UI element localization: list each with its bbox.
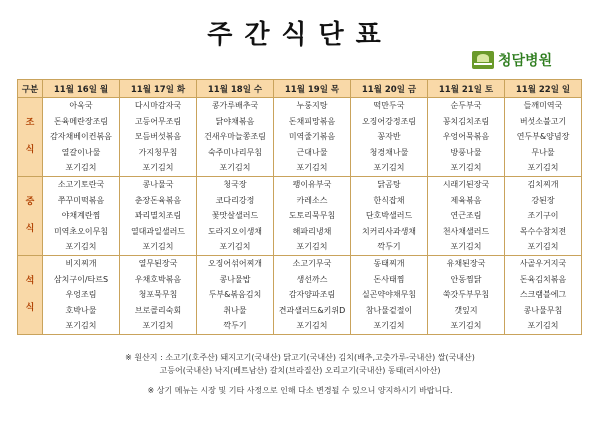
menu-item: 연두부&양념장 <box>516 132 570 142</box>
menu-item: 강된장 <box>531 195 555 205</box>
menu-item: 도라지오이생채 <box>207 226 263 236</box>
menu-item: 호박나물 <box>65 305 97 315</box>
menu-item: 포기김치 <box>527 163 559 173</box>
menu-cell <box>505 98 582 177</box>
menu-item: 감자채베이컨볶음 <box>50 132 112 142</box>
menu-item: 꽁치김치조림 <box>442 116 490 126</box>
menu-item: 닭곰탕 <box>377 179 401 189</box>
menu-cell <box>43 98 120 177</box>
menu-item: 방풍나물 <box>450 147 482 157</box>
menu-item: 도토리묵무침 <box>288 211 336 221</box>
menu-item: 오징어강정조림 <box>361 116 417 126</box>
menu-item: 춘장돈육볶음 <box>134 195 182 205</box>
menu-item: 닭야채볶음 <box>215 116 255 126</box>
menu-item: 오징어섞어찌개 <box>207 258 263 268</box>
meal-label-cell <box>18 98 43 177</box>
menu-item: 포기김치 <box>296 163 328 173</box>
header-day: 11월 22일 일 <box>505 80 582 98</box>
menu-item: 포기김치 <box>219 163 251 173</box>
header-corner: 구분 <box>18 80 43 98</box>
menu-item: 포기김치 <box>527 242 559 252</box>
menu-item: 실곤약야채무침 <box>361 290 417 300</box>
menu-item: 참나물겉절이 <box>365 305 413 315</box>
meal-label: 석식 <box>25 275 35 313</box>
weekly-menu-table <box>17 79 582 335</box>
hospital-logo <box>472 50 552 70</box>
menu-cell <box>351 98 428 177</box>
menu-item: 연근조림 <box>450 211 482 221</box>
menu-item: 견과샐러드&키위D <box>278 305 346 315</box>
menu-item: 생선까스 <box>296 274 328 284</box>
menu-item: 아욱국 <box>69 101 93 110</box>
menu-cell <box>274 255 351 334</box>
menu-cell <box>197 176 274 255</box>
menu-item: 쭈꾸미떡볶음 <box>57 195 105 205</box>
menu-item: 천사채샐러드 <box>442 226 490 236</box>
menu-item: 치커리사과생채 <box>361 226 417 236</box>
menu-item: 우엉어묵볶음 <box>442 132 490 142</box>
header-day: 11월 20일 금 <box>351 80 428 98</box>
menu-item: 해파리냉채 <box>292 226 332 236</box>
menu-item: 우채호박볶음 <box>134 274 182 284</box>
menu-cell <box>351 255 428 334</box>
meal-label: 조식 <box>25 117 35 155</box>
menu-item: 포기김치 <box>373 321 405 331</box>
menu-item: 야채계란찜 <box>61 211 101 221</box>
menu-item: 스크램블에그 <box>519 290 567 300</box>
menu-item: 제육볶음 <box>450 195 482 205</box>
menu-item: 버섯소불고기 <box>519 116 567 126</box>
menu-item: 목수수참치전 <box>519 226 567 236</box>
change-warning-note: ※ 상기 메뉴는 시장 및 기타 사정으로 인해 다소 변경될 수 있으니 양지하시기 바랍니다. <box>147 386 453 395</box>
menu-item: 포기김치 <box>296 242 328 252</box>
meal-label-cell <box>18 176 43 255</box>
header-row <box>18 80 582 98</box>
menu-item: 포기김치 <box>527 321 559 331</box>
menu-item: 포기김치 <box>219 242 251 252</box>
menu-item: 가지청무침 <box>138 147 178 157</box>
menu-item: 조기구이 <box>527 211 559 221</box>
menu-item: 카레소스 <box>296 195 328 205</box>
menu-item: 취나물 <box>223 305 247 315</box>
menu-item: 단호박샐러드 <box>365 211 413 221</box>
menu-cell <box>274 176 351 255</box>
menu-item: 브로콜리숙회 <box>134 305 182 315</box>
menu-item: 콩나물무침 <box>523 305 563 315</box>
menu-item: 꽃맛살샐러드 <box>211 211 259 221</box>
menu-item: 삼치구이/타르S <box>53 274 109 284</box>
menu-item: 들깨미역국 <box>523 101 563 110</box>
menu-cell <box>43 255 120 334</box>
menu-cell <box>505 255 582 334</box>
menu-item: 포기김치 <box>65 242 97 252</box>
menu-item: 고등어무조림 <box>134 116 182 126</box>
menu-item: 돈사태찜 <box>373 274 405 284</box>
menu-item: 건새우마늘쫑조림 <box>204 132 266 142</box>
menu-item: 동태찌개 <box>373 258 405 268</box>
menu-item: 포기김치 <box>450 321 482 331</box>
menu-item: 포기김치 <box>142 321 174 331</box>
menu-item: 청포묵무침 <box>138 290 178 300</box>
menu-item: 순두부국 <box>450 101 482 110</box>
menu-cell <box>351 176 428 255</box>
menu-item: 사골우거지국 <box>519 258 567 268</box>
page-title: 주간식단표 <box>207 20 393 50</box>
header-day: 11월 18일 수 <box>197 80 274 98</box>
menu-item: 갯잎지 <box>454 305 478 315</box>
meal-row <box>18 98 582 177</box>
menu-cell <box>120 98 197 177</box>
hospital-name: 청담병원 <box>498 53 553 69</box>
header-day: 11월 19일 목 <box>274 80 351 98</box>
menu-item: 미역줄기볶음 <box>288 132 336 142</box>
menu-item: 꽁자반 <box>377 132 401 142</box>
menu-cell <box>428 176 505 255</box>
menu-item: 돈육김치볶음 <box>519 274 567 284</box>
menu-item: 팽이유부국 <box>292 179 332 189</box>
meal-row <box>18 176 582 255</box>
menu-item: 포기김치 <box>142 163 174 173</box>
menu-item: 한식잡채 <box>373 195 405 205</box>
menu-item: 콩가루배추국 <box>211 101 259 110</box>
menu-item: 무나물 <box>531 147 555 157</box>
menu-item: 열대과일샐러드 <box>130 226 186 236</box>
menu-item: 돈채피망볶음 <box>288 116 336 126</box>
menu-item: 열갈이나물 <box>61 147 101 157</box>
menu-item: 꽈리멸치조림 <box>134 211 182 221</box>
menu-item: 열무된장국 <box>138 258 178 268</box>
menu-item: 누룽지탕 <box>296 101 328 110</box>
meal-label-cell <box>18 255 43 334</box>
menu-cell <box>120 176 197 255</box>
menu-cell <box>197 255 274 334</box>
menu-item: 소고기무국 <box>292 258 332 268</box>
footnotes <box>0 352 600 398</box>
menu-item: 우엉조림 <box>65 290 97 300</box>
menu-item: 다시마감자국 <box>134 101 182 110</box>
menu-item: 김치찌개 <box>527 179 559 189</box>
menu-item: 깍두기 <box>223 321 247 331</box>
menu-item: 콩나물밥 <box>219 274 251 284</box>
menu-item: 떡만두국 <box>373 101 405 110</box>
menu-item: 숙주미나리무침 <box>207 147 263 157</box>
menu-item: 포기김치 <box>450 242 482 252</box>
origin-note-line-2: 고등어(국내산) 낙지(베트남산) 갈치(브라질산) 오리고기(국내산) 동태(러시아산) <box>159 365 441 375</box>
menu-item: 시래기된장국 <box>442 179 490 189</box>
meal-label: 중식 <box>25 196 35 234</box>
menu-item: 포기김치 <box>142 242 174 252</box>
menu-item: 안동찜닭 <box>450 274 482 284</box>
menu-item: 포기김치 <box>373 163 405 173</box>
menu-cell <box>274 98 351 177</box>
menu-item: 포기김치 <box>296 321 328 331</box>
menu-item: 깍두기 <box>377 242 401 252</box>
menu-item: 돈육메란장조림 <box>53 116 109 126</box>
menu-item: 포기김치 <box>65 163 97 173</box>
menu-cell <box>428 98 505 177</box>
header-day: 11월 16일 월 <box>43 80 120 98</box>
header-day: 11월 21일 토 <box>428 80 505 98</box>
menu-item: 코다리강정 <box>215 195 255 205</box>
menu-cell <box>120 255 197 334</box>
menu-item: 근대나물 <box>296 147 328 157</box>
menu-item: 청국장 <box>223 179 247 189</box>
menu-item: 모듬버섯볶음 <box>134 132 182 142</box>
menu-cell <box>197 98 274 177</box>
menu-item: 감자양파조림 <box>288 290 336 300</box>
menu-item: 포기김치 <box>450 163 482 173</box>
menu-item: 비지찌개 <box>65 258 97 268</box>
menu-item: 포기김치 <box>65 321 97 331</box>
menu-cell <box>505 176 582 255</box>
menu-item: 청경채나물 <box>369 147 409 157</box>
menu-cell <box>428 255 505 334</box>
origin-note-line-1: ※ 원산지 : 소고기(호주산) 돼지고기(국내산) 닭고기(국내산) 김치(배추,고춧가루-국내산) 쌀(국내산) <box>125 353 475 362</box>
menu-item: 유채된장국 <box>446 258 486 268</box>
menu-item: 콩나물국 <box>142 179 174 189</box>
menu-item: 쑥갓두부무침 <box>442 290 490 300</box>
hospital-logo-icon <box>472 51 494 69</box>
menu-item: 미역초오이무침 <box>53 226 109 236</box>
header-day: 11월 17일 화 <box>120 80 197 98</box>
menu-item: 소고기토란국 <box>57 179 105 189</box>
meal-row <box>18 255 582 334</box>
menu-cell <box>43 176 120 255</box>
menu-item: 두부&볶음김치 <box>208 290 262 300</box>
